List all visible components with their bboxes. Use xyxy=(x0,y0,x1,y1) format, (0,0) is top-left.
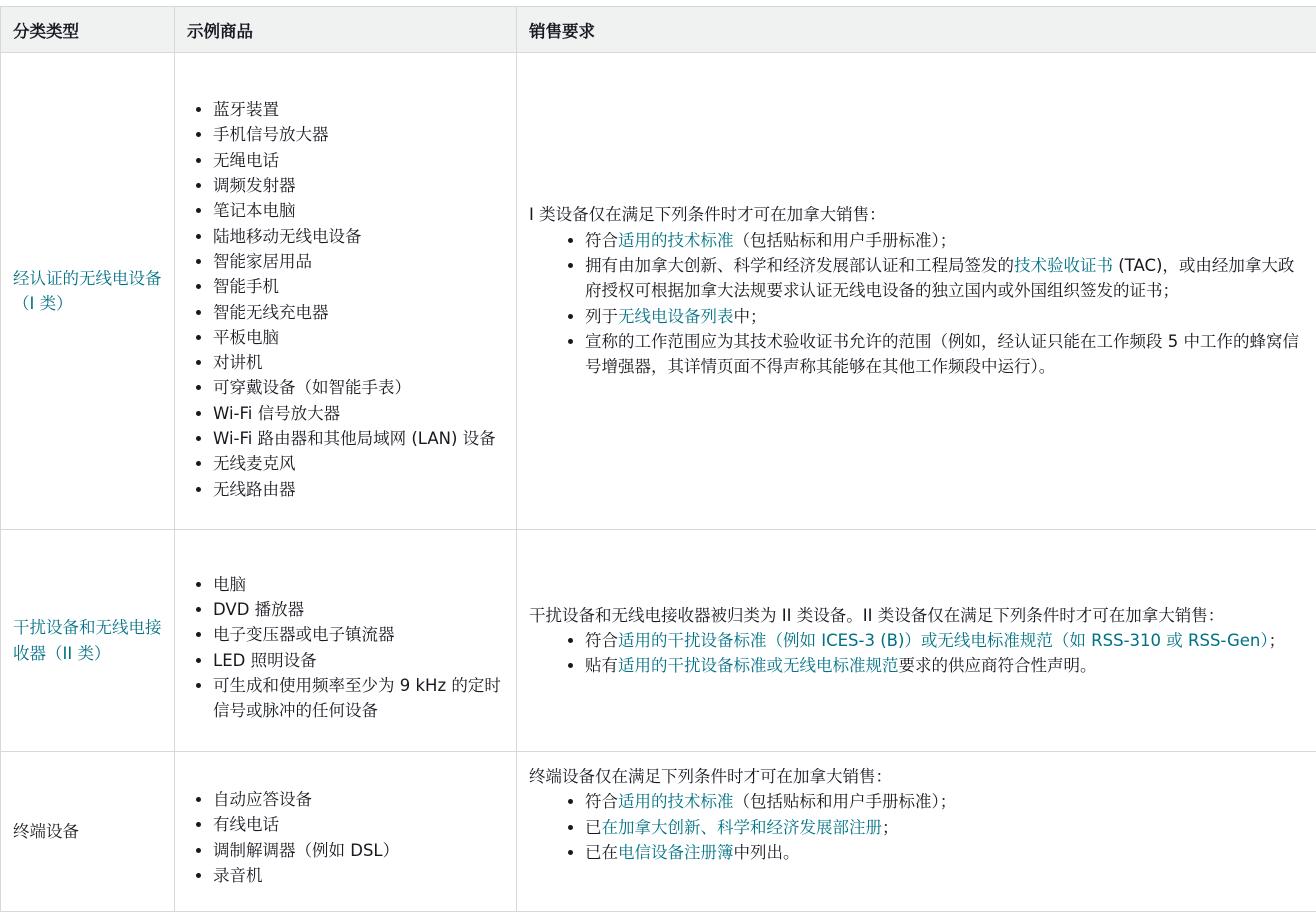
list-item: • LED 照明设备 xyxy=(213,648,504,673)
requirement-link[interactable]: 在加拿大创新、科学和经济发展部注册 xyxy=(602,818,883,837)
list-item: • 无线麦克风 xyxy=(213,451,504,476)
example-items-list xyxy=(187,787,504,888)
table-row xyxy=(1,530,1316,752)
list-item: • 无绳电话 xyxy=(213,148,504,173)
requirement-text: 要求的供应商符合性声明。 xyxy=(899,656,1097,675)
requirements-intro: I 类设备仅在满足下列条件时才可在加拿大销售： xyxy=(529,202,1304,227)
requirement-text: 已在 xyxy=(585,843,618,862)
requirement-item xyxy=(585,304,1304,329)
list-item: • 对讲机 xyxy=(213,350,504,375)
requirement-link[interactable]: 适用的技术标准 xyxy=(618,792,734,811)
list-item: • 蓝牙装置 xyxy=(213,97,504,122)
requirements-intro: 终端设备仅在满足下列条件时才可在加拿大销售： xyxy=(529,764,1304,789)
category-link[interactable]: 干扰设备和无线电接收器（II 类） xyxy=(13,618,162,662)
list-item: • Wi-Fi 路由器和其他局域网 (LAN) 设备 xyxy=(213,426,504,451)
list-item: • 陆地移动无线电设备 xyxy=(213,224,504,249)
requirements-cell xyxy=(517,530,1316,752)
requirement-item xyxy=(585,653,1304,678)
requirement-text: 符合 xyxy=(585,792,618,811)
category-cell[interactable] xyxy=(1,53,175,530)
list-item: • 录音机 xyxy=(213,863,504,888)
example-items-list xyxy=(187,97,504,502)
list-item: • 调制解调器（例如 DSL） xyxy=(213,838,504,863)
requirement-link[interactable]: 电信设备注册簿 xyxy=(618,843,734,862)
list-item: • Wi-Fi 信号放大器 xyxy=(213,401,504,426)
list-item: • 智能手机 xyxy=(213,274,504,299)
list-item: • 平板电脑 xyxy=(213,325,504,350)
requirement-text: ； xyxy=(882,818,899,837)
table-row xyxy=(1,752,1316,912)
requirement-item xyxy=(585,789,1304,814)
requirement-text: 已 xyxy=(585,818,602,837)
table-row xyxy=(1,53,1316,530)
requirement-link[interactable]: 适用的干扰设备标准或无线电标准规范 xyxy=(618,656,899,675)
list-item: • 调频发射器 xyxy=(213,173,504,198)
list-item: • DVD 播放器 xyxy=(213,597,504,622)
list-item: • 智能无线充电器 xyxy=(213,300,504,325)
requirement-link[interactable]: 适用的干扰设备标准（例如 ICES-3 (B)）或无线电标准规范（如 RSS-310 或 RSS-Gen） xyxy=(618,631,1269,650)
requirement-text: 符合 xyxy=(585,231,618,250)
requirement-text: ； xyxy=(1269,631,1286,650)
table-header-row xyxy=(1,7,1316,53)
requirement-link[interactable]: 适用的技术标准 xyxy=(618,231,734,250)
requirement-item xyxy=(585,253,1304,304)
list-item: • 可生成和使用频率至少为 9 kHz 的定时信号或脉冲的任何设备 xyxy=(213,673,504,724)
requirement-item xyxy=(585,815,1304,840)
header-example-items: 示例商品 xyxy=(175,7,517,53)
requirement-text: 列于 xyxy=(585,307,618,326)
requirement-text: 拥有由加拿大创新、科学和经济发展部认证和工程局签发的 xyxy=(585,256,1014,275)
requirement-item xyxy=(585,228,1304,253)
requirements-list xyxy=(529,789,1304,865)
header-sales-requirements: 销售要求 xyxy=(517,7,1316,53)
example-items-cell xyxy=(175,530,517,752)
list-item: • 可穿戴设备（如智能手表） xyxy=(213,375,504,400)
requirement-text: （包括贴标和用户手册标准）； xyxy=(734,231,957,250)
requirement-item xyxy=(585,628,1304,653)
list-item: • 笔记本电脑 xyxy=(213,198,504,223)
list-item: • 无线路由器 xyxy=(213,477,504,502)
category-cell[interactable] xyxy=(1,530,175,752)
category-cell: 终端设备 xyxy=(1,752,175,912)
example-items-cell xyxy=(175,53,517,530)
requirement-item xyxy=(585,329,1304,380)
list-item: • 智能家居用品 xyxy=(213,249,504,274)
requirements-cell xyxy=(517,53,1316,530)
requirements-table xyxy=(0,6,1316,912)
requirement-link[interactable]: 无线电设备列表 xyxy=(618,307,734,326)
requirement-text: 中； xyxy=(734,307,767,326)
requirement-text: 符合 xyxy=(585,631,618,650)
list-item: • 电脑 xyxy=(213,572,504,597)
requirement-text: 中列出。 xyxy=(734,843,800,862)
requirements-list xyxy=(529,628,1304,679)
requirement-text: 宣称的工作范围应为其技术验收证书允许的范围（例如，经认证只能在工作频段 5 中工作的蜂窝信号增强器，其详情页面不得声称其能够在其他工作频段中运行）。 xyxy=(585,332,1299,376)
header-category: 分类类型 xyxy=(1,7,175,53)
requirement-link[interactable]: 技术验收证书 xyxy=(1014,256,1113,275)
requirements-intro: 干扰设备和无线电接收器被归类为 II 类设备。II 类设备仅在满足下列条件时才可在加拿大销售： xyxy=(529,603,1304,628)
list-item: • 有线电话 xyxy=(213,812,504,837)
example-items-cell xyxy=(175,752,517,912)
requirement-text: (TAC)，或由经加拿大政府授权可根据加拿大法规要求认证无线电设备的独立国内或外国组织签发的证书； xyxy=(585,256,1294,300)
requirements-cell xyxy=(517,752,1316,912)
requirement-text: 贴有 xyxy=(585,656,618,675)
list-item: • 手机信号放大器 xyxy=(213,122,504,147)
category-link[interactable]: 经认证的无线电设备（I 类） xyxy=(13,269,162,313)
requirement-item xyxy=(585,840,1304,865)
requirements-list xyxy=(529,228,1304,380)
example-items-list xyxy=(187,572,504,724)
list-item: • 自动应答设备 xyxy=(213,787,504,812)
list-item: • 电子变压器或电子镇流器 xyxy=(213,622,504,647)
requirement-text: （包括贴标和用户手册标准）； xyxy=(734,792,957,811)
